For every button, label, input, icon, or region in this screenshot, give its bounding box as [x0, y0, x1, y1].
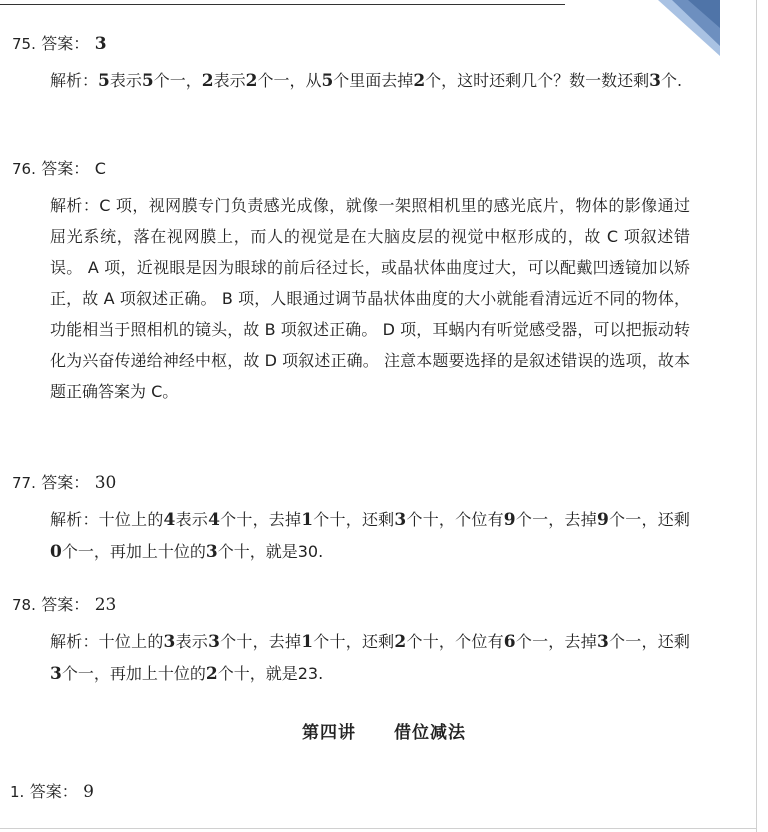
explanation: 解析：十位上的4表示4个十，去掉1个十，还剩3个十，个位有9个一，去掉9个一，还剩0个一，再加上十位的3个十，就是30.	[50, 510, 690, 562]
answer-line	[12, 33, 700, 55]
explanation: 解析：5表示5个一，2表示2个一，从5个里面去掉2个，这时还剩几个？数一数还剩3个.	[50, 71, 683, 91]
answer-value: C	[94, 159, 106, 178]
answer-line	[12, 472, 700, 494]
question-number: 78.	[12, 596, 36, 614]
answer-item-77	[0, 472, 700, 568]
question-number: 77.	[12, 474, 36, 492]
answer-item-75	[0, 33, 700, 97]
answer-line	[12, 594, 700, 616]
answer-label: 答案：	[41, 595, 90, 614]
lecture-number: 第四讲	[302, 723, 356, 743]
answer-line	[10, 781, 698, 803]
explanation: 解析：十位上的3表示3个十，去掉1个十，还剩2个十，个位有6个一，去掉3个一，还剩3个一，再加上十位的2个十，就是23.	[50, 632, 690, 684]
answer-label: 答案：	[29, 782, 78, 801]
answer-item-78	[0, 594, 700, 690]
answer-value: 23	[94, 595, 117, 615]
answer-label: 答案：	[41, 159, 90, 178]
page-edge	[756, 0, 757, 832]
section-title	[0, 718, 768, 743]
lecture-topic: 借位减法	[394, 723, 466, 743]
answer-line	[12, 158, 700, 180]
explanation: 解析：C 项，视网膜专门负责感光成像，就像一架照相机里的感光底片，物体的影像通过屈光系统，落在视网膜上，而人的视觉是在大脑皮层的视觉中枢形成的，故 C 项叙述错误。 A 项，近视眼是因为眼球的前后径过长，或晶状体曲度过大，可以配戴凹透镜加以矫正，故 A 项叙述正确。 B 项，人眼通过调节晶状体曲度的大小就能看清远近不同的物体，功能相当于照相机的镜头，故 B 项叙述正确。 D 项，耳蜗内有听觉感受器，可以把振动转化为兴奋传递给神经中枢，故 D 项叙述正确。 注意本题要选择的是叙述错误的选项，故本题正确答案为 C。	[50, 196, 690, 401]
question-number: 75.	[12, 35, 36, 53]
question-number: 76.	[12, 160, 36, 178]
answer-item-1	[0, 781, 698, 803]
question-number: 1.	[10, 783, 25, 801]
header-rule	[0, 4, 565, 5]
answer-value: 9	[83, 782, 94, 802]
answer-item-76	[0, 158, 700, 407]
answer-value: 3	[94, 34, 107, 54]
answer-label: 答案：	[41, 34, 90, 53]
answer-value: 30	[94, 473, 117, 493]
answer-label: 答案：	[41, 473, 90, 492]
page-edge	[0, 828, 757, 829]
